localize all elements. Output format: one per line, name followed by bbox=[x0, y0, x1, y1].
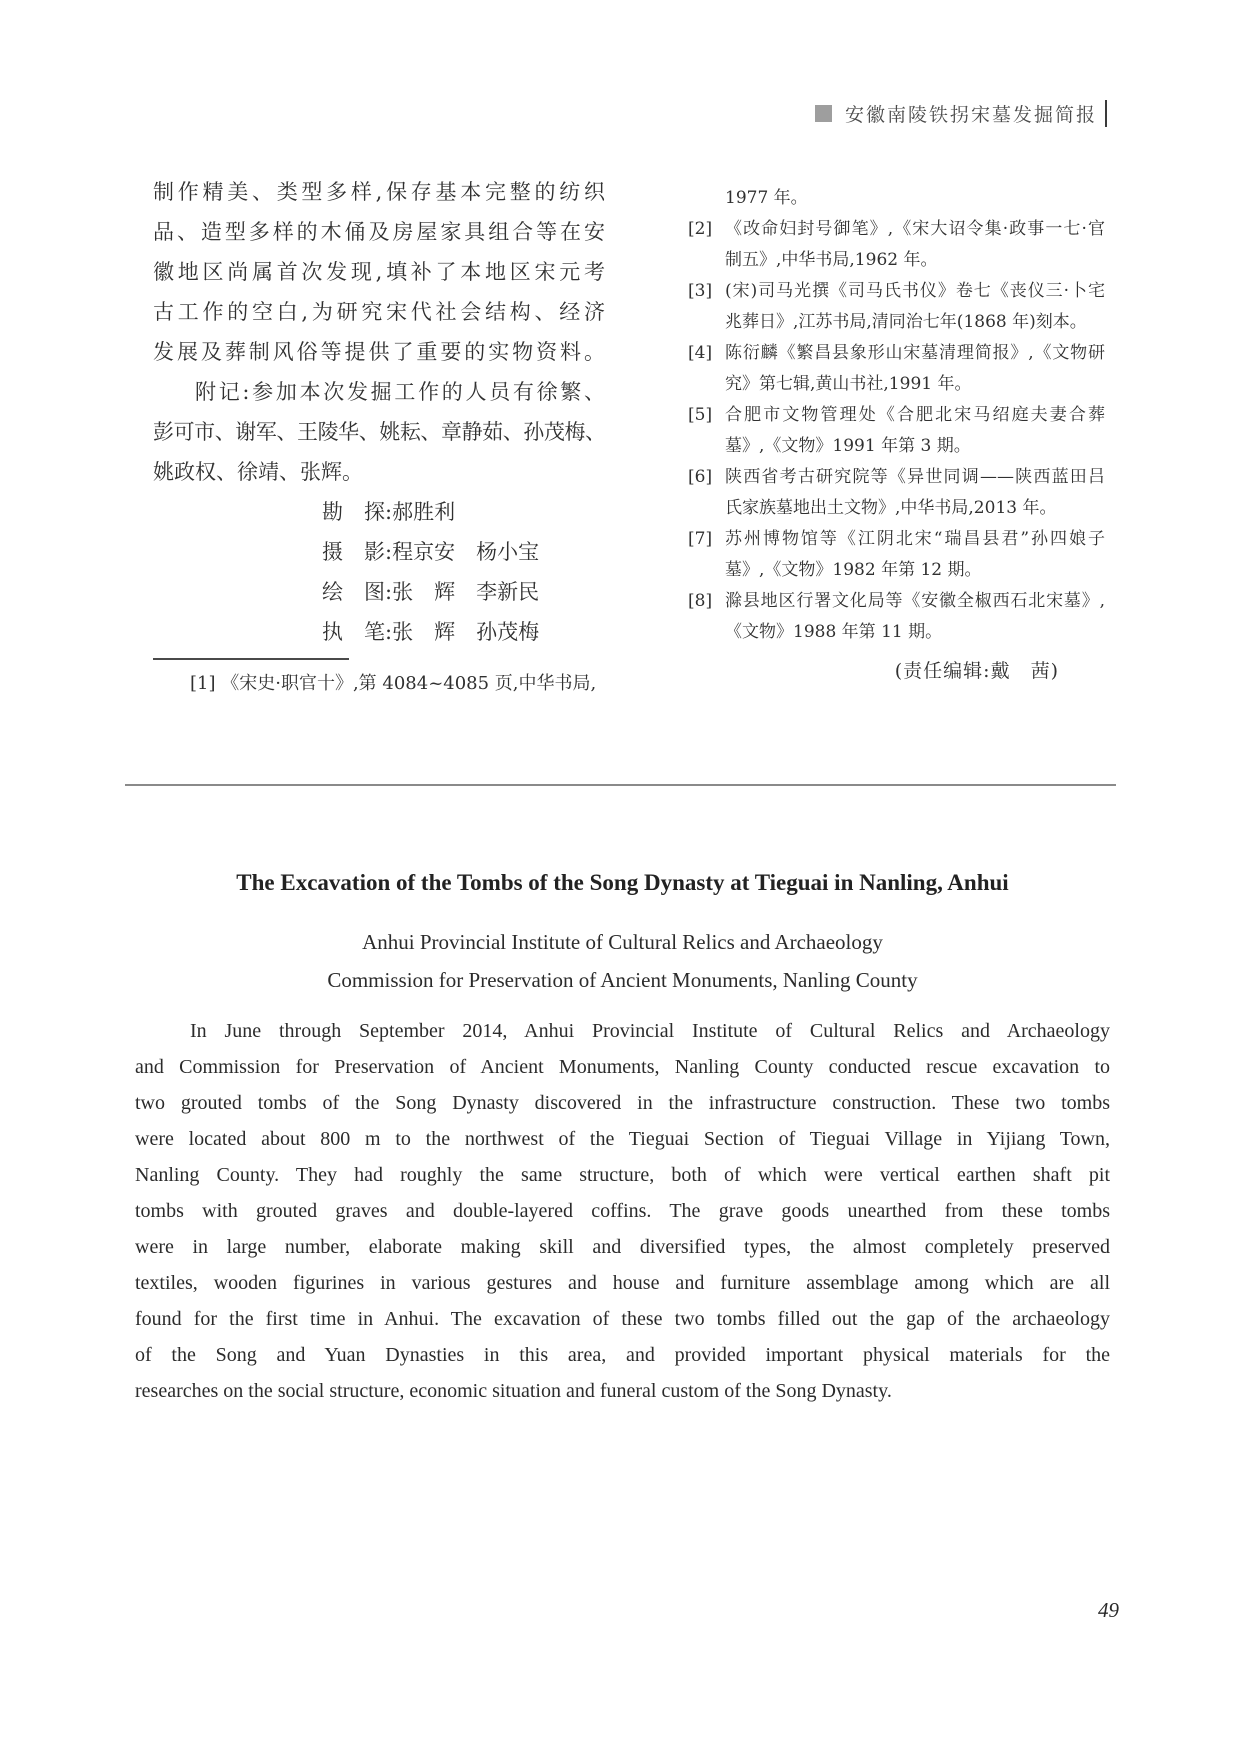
references-list bbox=[688, 183, 1105, 648]
reference-line bbox=[688, 493, 1105, 524]
credit-line: 绘 图:张 辉 李新民 bbox=[322, 580, 540, 604]
text-line: 徽地区尚属首次发现,填补了本地区宋元考 bbox=[153, 260, 605, 284]
reference-text: 究》第七辑,黄山书社,1991 年。 bbox=[725, 374, 972, 394]
abstract-line: were located about 800 m to the northwest of the Tieguai Section of Tieguai Village in Yijiang Town, bbox=[135, 1128, 1110, 1150]
english-affiliation-2: Commission for Preservation of Ancient Monuments, Nanling County bbox=[327, 968, 918, 992]
reference-line bbox=[688, 338, 1105, 369]
abstract-line: researches on the social structure, economic situation and funeral custom of the Song Dynasty. bbox=[135, 1380, 892, 1402]
english-abstract bbox=[135, 1013, 1110, 1409]
footnote-rule bbox=[153, 658, 349, 660]
responsible-editor: (责任编辑:戴 茜) bbox=[894, 660, 1059, 682]
reference-text: 氏家族墓地出土文物》,中华书局,2013 年。 bbox=[725, 498, 1057, 518]
reference-line bbox=[688, 307, 1105, 338]
header-divider-bar bbox=[1105, 100, 1107, 127]
reference-text: 《文物》1988 年第 11 期。 bbox=[725, 622, 943, 642]
credit-line: 勘 探:郝胜利 bbox=[322, 500, 456, 524]
page-number: 49 bbox=[1098, 1598, 1119, 1622]
abstract-line: of the Song and Yuan Dynasties in this area, and provided important physical materials for the bbox=[135, 1344, 1110, 1366]
footnote-1: [1] 《宋史·职官十》,第 4084~4085 页,中华书局, bbox=[190, 673, 597, 694]
abstract-line: textiles, wooden figurines in various gestures and house and furniture assemblage among which are all bbox=[135, 1272, 1110, 1294]
abstract-line: and Commission for Preservation of Ancient Monuments, Nanling County conducted rescue excavation to bbox=[135, 1056, 1110, 1078]
reference-number: [2] bbox=[688, 219, 713, 239]
reference-number: [4] bbox=[688, 343, 713, 363]
reference-line bbox=[688, 586, 1105, 617]
reference-line bbox=[688, 245, 1105, 276]
reference-line bbox=[688, 369, 1105, 400]
reference-text: 苏州博物馆等《江阴北宋“瑞昌县君”孙四娘子 bbox=[725, 529, 1105, 549]
reference-line bbox=[688, 524, 1105, 555]
reference-text: 制五》,中华书局,1962 年。 bbox=[725, 250, 938, 270]
reference-text: 墓》,《文物》1991 年第 3 期。 bbox=[725, 436, 971, 456]
chinese-right-column bbox=[688, 183, 1105, 687]
abstract-line: were in large number, elaborate making skill and diversified types, the almost completely preserved bbox=[135, 1236, 1110, 1258]
abstract-line: Nanling County. They had roughly the same structure, both of which were vertical earthen shaft pit bbox=[135, 1164, 1110, 1186]
abstract-line: In June through September 2014, Anhui Provincial Institute of Cultural Relics and Archaeology bbox=[190, 1020, 1110, 1042]
running-header bbox=[0, 100, 1107, 127]
reference-text: (宋)司马光撰《司马氏书仪》卷七《丧仪三·卜宅 bbox=[725, 281, 1105, 301]
reference-line bbox=[688, 431, 1105, 462]
credit-line: 摄 影:程京安 杨小宝 bbox=[322, 540, 540, 564]
paragraph-conclusion bbox=[153, 172, 605, 372]
section-marker-icon bbox=[815, 105, 832, 122]
text-line: 彭可市、谢军、王陵华、姚耘、章静茹、孙茂梅、 bbox=[153, 420, 605, 444]
abstract-line: tombs with grouted graves and double-layered coffins. The grave goods unearthed from these tombs bbox=[135, 1200, 1110, 1222]
reference-line bbox=[688, 617, 1105, 648]
paragraph-appendix-note bbox=[153, 372, 605, 492]
reference-line bbox=[688, 400, 1105, 431]
reference-number: [8] bbox=[688, 591, 713, 611]
reference-number: [6] bbox=[688, 467, 713, 487]
abstract-line: found for the first time in Anhui. The excavation of these two tombs filled out the gap of the archaeology bbox=[135, 1308, 1110, 1330]
reference-line bbox=[688, 462, 1105, 493]
reference-line bbox=[688, 276, 1105, 307]
english-affiliation-1: Anhui Provincial Institute of Cultural Relics and Archaeology bbox=[362, 930, 883, 954]
reference-number: [5] bbox=[688, 405, 713, 425]
text-line: 品、造型多样的木俑及房屋家具组合等在安 bbox=[153, 220, 605, 244]
reference-text: 墓》,《文物》1982 年第 12 期。 bbox=[725, 560, 982, 580]
english-title: The Excavation of the Tombs of the Song Dynasty at Tieguai in Nanling, Anhui bbox=[236, 870, 1009, 895]
reference-line bbox=[688, 555, 1105, 586]
text-line: 古工作的空白,为研究宋代社会结构、经济 bbox=[153, 300, 605, 324]
text-line: 附记:参加本次发掘工作的人员有徐繁、 bbox=[195, 380, 605, 404]
abstract-line: two grouted tombs of the Song Dynasty discovered in the infrastructure construction. These two tombs bbox=[135, 1092, 1110, 1114]
reference-text: 1977 年。 bbox=[725, 188, 808, 208]
chinese-left-column bbox=[153, 172, 605, 700]
running-header-title: 安徽南陵铁拐宋墓发掘简报 bbox=[844, 104, 1097, 126]
reference-line bbox=[688, 183, 1105, 214]
reference-text: 滁县地区行署文化局等《安徽全椒西石北宋墓》, bbox=[725, 591, 1105, 611]
section-divider-rule bbox=[125, 784, 1116, 786]
reference-text: 兆葬日》,江苏书局,清同治七年(1868 年)刻本。 bbox=[725, 312, 1087, 332]
reference-text: 陈衍麟《繁昌县象形山宋墓清理简报》,《文物研 bbox=[725, 343, 1105, 363]
reference-number: [7] bbox=[688, 529, 713, 549]
reference-text: 合肥市文物管理处《合肥北宋马绍庭夫妻合葬 bbox=[725, 405, 1105, 425]
text-line: 制作精美、类型多样,保存基本完整的纺织 bbox=[153, 180, 605, 204]
credits-block bbox=[322, 492, 605, 652]
text-line: 发展及葬制风俗等提供了重要的实物资料。 bbox=[153, 340, 605, 364]
credit-line: 执 笔:张 辉 孙茂梅 bbox=[322, 620, 540, 644]
reference-text: 陕西省考古研究院等《异世同调——陕西蓝田吕 bbox=[725, 467, 1105, 487]
reference-number: [3] bbox=[688, 281, 713, 301]
reference-text: 《改命妇封号御笔》,《宋大诏令集·政事一七·官 bbox=[725, 219, 1105, 239]
text-line: 姚政权、徐靖、张辉。 bbox=[153, 460, 363, 484]
reference-line bbox=[688, 214, 1105, 245]
